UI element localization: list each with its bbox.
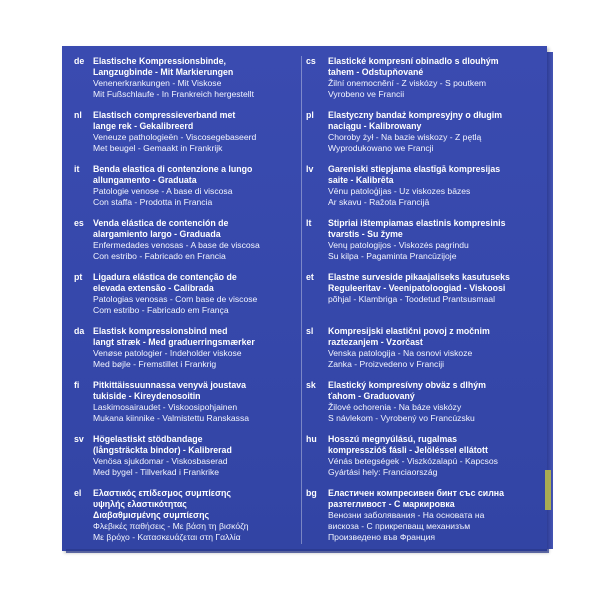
product-title-line: Διαβαθμισμένης συμπίεσης (93, 510, 210, 520)
product-detail-line: Vénás betegségek - Viszkózalapú - Kapcsos (328, 456, 498, 466)
product-title-line: elevada extensão - Calibrada (93, 283, 214, 293)
language-entry-sk (306, 380, 540, 434)
language-entry-hu (306, 434, 540, 488)
description-block (328, 56, 540, 110)
language-code: el (74, 488, 82, 498)
product-detail-line: Mit Fußschlaufe - In Frankreich hergestellt (93, 89, 254, 99)
product-title-line: Pitkittäissuunnassa venyvä joustava (93, 380, 247, 390)
left-language-column (74, 56, 296, 542)
language-entry-es (74, 218, 296, 272)
description-block (328, 380, 540, 434)
language-code: sk (306, 380, 316, 390)
description-block (328, 110, 540, 164)
product-title-line: lange rek - Gekalibreerd (93, 121, 194, 131)
language-entry-pl (306, 110, 540, 164)
product-title-line: Langzugbinde - Mit Markierungen (93, 67, 234, 77)
description-block (93, 56, 296, 110)
product-detail-line: Med bøjle - Fremstillet i Frankrig (93, 359, 217, 369)
language-code: pt (74, 272, 83, 282)
product-title-line: Benda elastica di contenzione a lungo (93, 164, 253, 174)
language-code: da (74, 326, 85, 336)
product-title-line: Еластичен компресивен бинт със силна (328, 488, 504, 498)
product-title-line: Elastne surveside pikaajaliseks kasutuseks (328, 272, 510, 282)
product-title-line: tahem - Odstupňované (328, 67, 424, 77)
product-detail-line: Με βρόχο - Κατασκευάζεται στη Γαλλία (93, 532, 241, 542)
description-block (328, 326, 540, 380)
description-block (93, 218, 296, 272)
product-detail-line: Venösa sjukdomar - Viskosbaserad (93, 456, 228, 466)
description-block (93, 110, 296, 164)
description-block (93, 272, 296, 326)
product-title-line: allungamento - Graduata (93, 175, 197, 185)
description-block (328, 488, 540, 542)
product-title-line: Reguleeritav - Veenipatoloogiad - Viskoosi (328, 283, 506, 293)
language-entry-it (74, 164, 296, 218)
description-block (93, 434, 296, 488)
product-title-line: Gareniski stiepjama elastīgā kompresijas (328, 164, 501, 174)
product-detail-line: Φλεβικές παθήσεις - Με βάση τη βισκόζη (93, 521, 249, 531)
product-title-line: naciągu - Kalibrowany (328, 121, 422, 131)
language-entry-de (74, 56, 296, 110)
product-detail-line: Laskimosairaudet - Viskoosipohjainen (93, 402, 238, 412)
package-bottom-edge (66, 549, 549, 553)
product-title-line: Elastische Kompressionsbinde, (93, 56, 226, 66)
language-entry-lt (306, 218, 540, 272)
product-detail-line: Patologias venosas - Com base de viscose (93, 294, 258, 304)
description-block (93, 488, 296, 542)
language-code: lt (306, 218, 312, 228)
product-title-line: Ligadura elástica de contenção de (93, 272, 237, 282)
language-code: it (74, 164, 80, 174)
product-title-line: Hosszú megnyúlású, rugalmas (328, 434, 458, 444)
product-detail-line: Con estribo - Fabricado en Francia (93, 251, 226, 261)
product-detail-line: Su kilpa - Pagaminta Prancūzijoje (328, 251, 457, 261)
language-entry-cs (306, 56, 540, 110)
language-code: pl (306, 110, 314, 120)
description-block (328, 164, 540, 218)
product-title-line: ťahom - Graduovaný (328, 391, 415, 401)
product-title-line: Elastické kompresní obinadlo s dlouhým (328, 56, 499, 66)
product-detail-line: Choroby żył - Na bazie wiskozy - Z pętlą (328, 132, 482, 142)
product-detail-line: Vyrobeno ve Francii (328, 89, 405, 99)
product-title-line: Högelastiskt stödbandage (93, 434, 203, 444)
description-block (328, 218, 540, 272)
product-title-line: Venda elástica de contención de (93, 218, 229, 228)
product-detail-line: Com estribo - Fabricado em França (93, 305, 229, 315)
product-detail-line: Ar skavu - Ražota Francijā (328, 197, 430, 207)
language-entry-el (74, 488, 296, 542)
product-title-line: υψηλής ελαστικότητας (93, 499, 187, 509)
product-detail-line: Gyártási hely: Franciaország (328, 467, 438, 477)
product-detail-line: Žilní onemocnění - Z viskózy - S poutkem (328, 78, 487, 88)
description-block (93, 326, 296, 380)
language-code: bg (306, 488, 317, 498)
language-code: cs (306, 56, 316, 66)
language-entry-et (306, 272, 540, 326)
language-code: sl (306, 326, 314, 336)
language-code: et (306, 272, 314, 282)
language-entry-bg (306, 488, 540, 542)
product-detail-line: Venenerkrankungen - Mit Viskose (93, 78, 222, 88)
product-title-line: (långsträckta bindor) - Kalibrerad (93, 445, 232, 455)
language-entry-lv (306, 164, 540, 218)
product-title-line: Ελαστικός επίδεσμος συμπίεσης (93, 488, 231, 498)
product-title-line: разтегливост - С маркировка (328, 499, 455, 509)
product-title-line: kompresszióš fásli - Jelöléssel ellátott (328, 445, 488, 455)
language-entry-nl (74, 110, 296, 164)
product-detail-line: Med bygel - Tillverkad i Frankrike (93, 467, 220, 477)
product-detail-line: Mukana kiinnike - Valmistettu Ranskassa (93, 413, 250, 423)
product-detail-line: Enfermedades venosas - A base de viscosa (93, 240, 260, 250)
product-detail-line: Венозни заболявания - На основата на (328, 510, 485, 520)
language-code: sv (74, 434, 84, 444)
description-block (93, 164, 296, 218)
product-detail-line: põhjal - Klambriga - Toodetud Prantsusmaal (328, 294, 496, 304)
product-detail-line: Wyprodukowano we Francji (328, 143, 434, 153)
package-side-label (545, 470, 551, 510)
language-entry-da (74, 326, 296, 380)
product-detail-line: Venøse patologier - Indeholder viskose (93, 348, 242, 358)
product-title-line: Kompresijski elastični povoj z močnim (328, 326, 490, 336)
language-entry-fi (74, 380, 296, 434)
product-detail-line: Venska patologija - Na osnovi viskoze (328, 348, 473, 358)
language-code: de (74, 56, 85, 66)
language-code: nl (74, 110, 82, 120)
product-detail-line: Vēnu patoloģijas - Uz viskozes bāzes (328, 186, 471, 196)
description-block (328, 434, 540, 488)
language-entry-sv (74, 434, 296, 488)
product-title-line: Stipriai ištempiamas elastinis kompresinis (328, 218, 506, 228)
product-detail-line: вискоза - С прикрепващ механизъм (328, 521, 471, 531)
product-detail-line: Žilové ochorenia - Na báze viskózy (328, 402, 462, 412)
language-code: fi (74, 380, 80, 390)
product-title-line: langt stræk - Med graduerringsmærker (93, 337, 255, 347)
right-language-column (306, 56, 540, 542)
product-detail-line: S návlekom - Vyrobený vo Francúzsku (328, 413, 475, 423)
product-title-line: Elastisk kompressionsbind med (93, 326, 228, 336)
product-title-line: Elastisch compressieverband met (93, 110, 236, 120)
product-detail-line: Zanka - Proizvedeno v Franciji (328, 359, 445, 369)
product-detail-line: Con staffa - Prodotta in Francia (93, 197, 213, 207)
product-title-line: tvarstis - Su žyme (328, 229, 403, 239)
language-code: hu (306, 434, 317, 444)
description-block (328, 272, 540, 326)
description-block (93, 380, 296, 434)
language-entry-sl (306, 326, 540, 380)
product-detail-line: Произведено във Франция (328, 532, 436, 542)
product-title-line: Elastický kompresívny obväz s dlhým (328, 380, 486, 390)
product-detail-line: Veneuze pathologieën - Viscosegebaseerd (93, 132, 257, 142)
column-divider (301, 56, 302, 544)
product-detail-line: Patologie venose - A base di viscosa (93, 186, 233, 196)
language-entry-pt (74, 272, 296, 326)
product-title-line: alargamiento largo - Graduada (93, 229, 221, 239)
language-code: es (74, 218, 84, 228)
product-title-line: Elastyczny bandaż kompresyjny o długim (328, 110, 503, 120)
product-detail-line: Venų patologijos - Viskozės pagrindu (328, 240, 469, 250)
product-title-line: saite - Kalibrēta (328, 175, 394, 185)
language-code: lv (306, 164, 314, 174)
product-title-line: raztezanjem - Vzorčast (328, 337, 423, 347)
product-title-line: tukiside - Kireydenosoitin (93, 391, 201, 401)
product-detail-line: Met beugel - Gemaakt in Frankrijk (93, 143, 223, 153)
